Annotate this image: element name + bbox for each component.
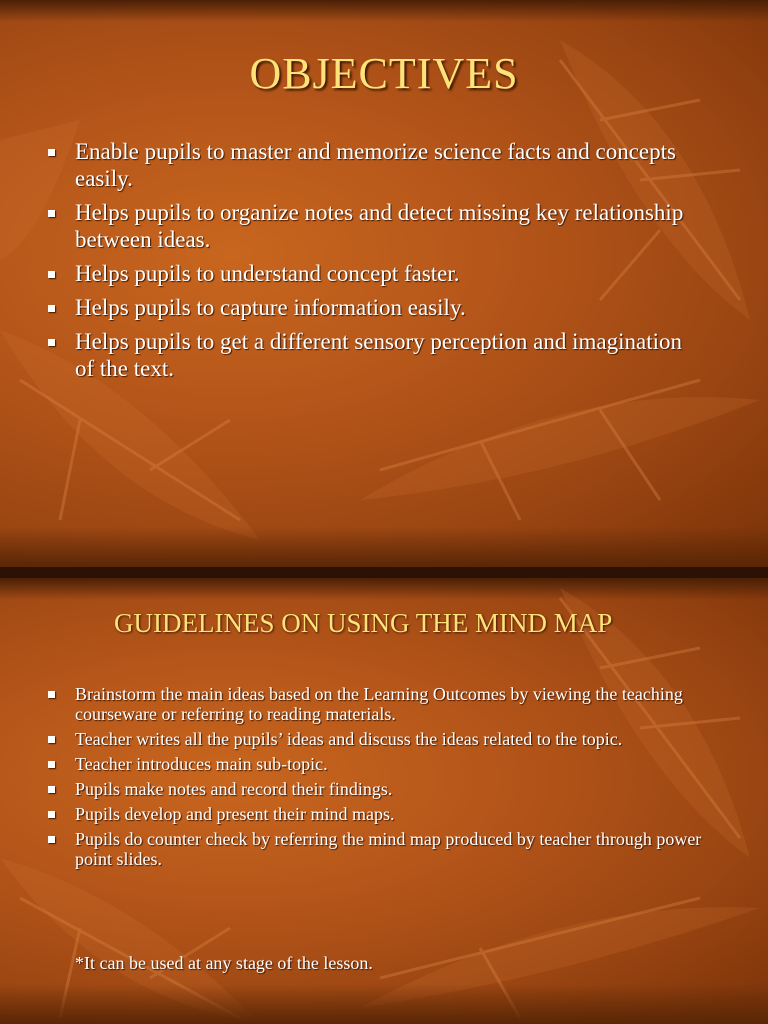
list-item-text: Helps pupils to understand concept faster.: [75, 261, 460, 286]
slide-separator: [0, 567, 768, 578]
square-bullet-icon: [48, 786, 55, 793]
list-item-text: Enable pupils to master and memorize science facts and concepts easily.: [75, 139, 676, 191]
list-item-text: Pupils make notes and record their findings.: [75, 779, 393, 799]
square-bullet-icon: [48, 736, 55, 743]
list-item: [44, 260, 694, 287]
square-bullet-icon: [48, 271, 55, 278]
square-bullet-icon: [48, 210, 55, 217]
list-item-text: Helps pupils to capture information easily.: [75, 295, 466, 320]
square-bullet-icon: [48, 305, 55, 312]
slide-title: OBJECTIVES: [249, 49, 519, 98]
list-item-text: Helps pupils to get a different sensory perception and imagination of the text.: [75, 329, 683, 381]
square-bullet-icon: [48, 811, 55, 818]
list-item-text: Pupils develop and present their mind maps.: [75, 804, 395, 824]
slide-guidelines: [0, 578, 768, 1024]
list-item-text: Teacher introduces main sub-topic.: [75, 754, 328, 774]
list-item: [44, 138, 694, 192]
list-item-text: Pupils do counter check by referring the mind map produced by teacher through power point slides.: [75, 829, 702, 869]
square-bullet-icon: [48, 149, 55, 156]
list-item: [44, 328, 694, 382]
square-bullet-icon: [48, 691, 55, 698]
slide-title: GUIDELINES ON USING THE MIND MAP: [114, 608, 613, 638]
list-item-text: Brainstorm the main ideas based on the Learning Outcomes by viewing the teaching courseware or referring to reading materials.: [75, 684, 683, 724]
square-bullet-icon: [48, 836, 55, 843]
footnote: *It can be used at any stage of the lesson.: [75, 953, 373, 973]
objectives-list: [44, 138, 694, 389]
list-item: [44, 804, 724, 824]
list-item: [44, 294, 694, 321]
list-item: [44, 729, 724, 749]
list-item: [44, 684, 724, 724]
list-item-text: Helps pupils to organize notes and detect missing key relationship between ideas.: [75, 200, 684, 252]
square-bullet-icon: [48, 761, 55, 768]
list-item-text: Teacher writes all the pupils’ ideas and discuss the ideas related to the topic.: [75, 729, 623, 749]
list-item: [44, 779, 724, 799]
square-bullet-icon: [48, 339, 55, 346]
list-item: [44, 829, 724, 869]
list-item: [44, 199, 694, 253]
guidelines-list: [44, 684, 724, 874]
list-item: [44, 754, 724, 774]
